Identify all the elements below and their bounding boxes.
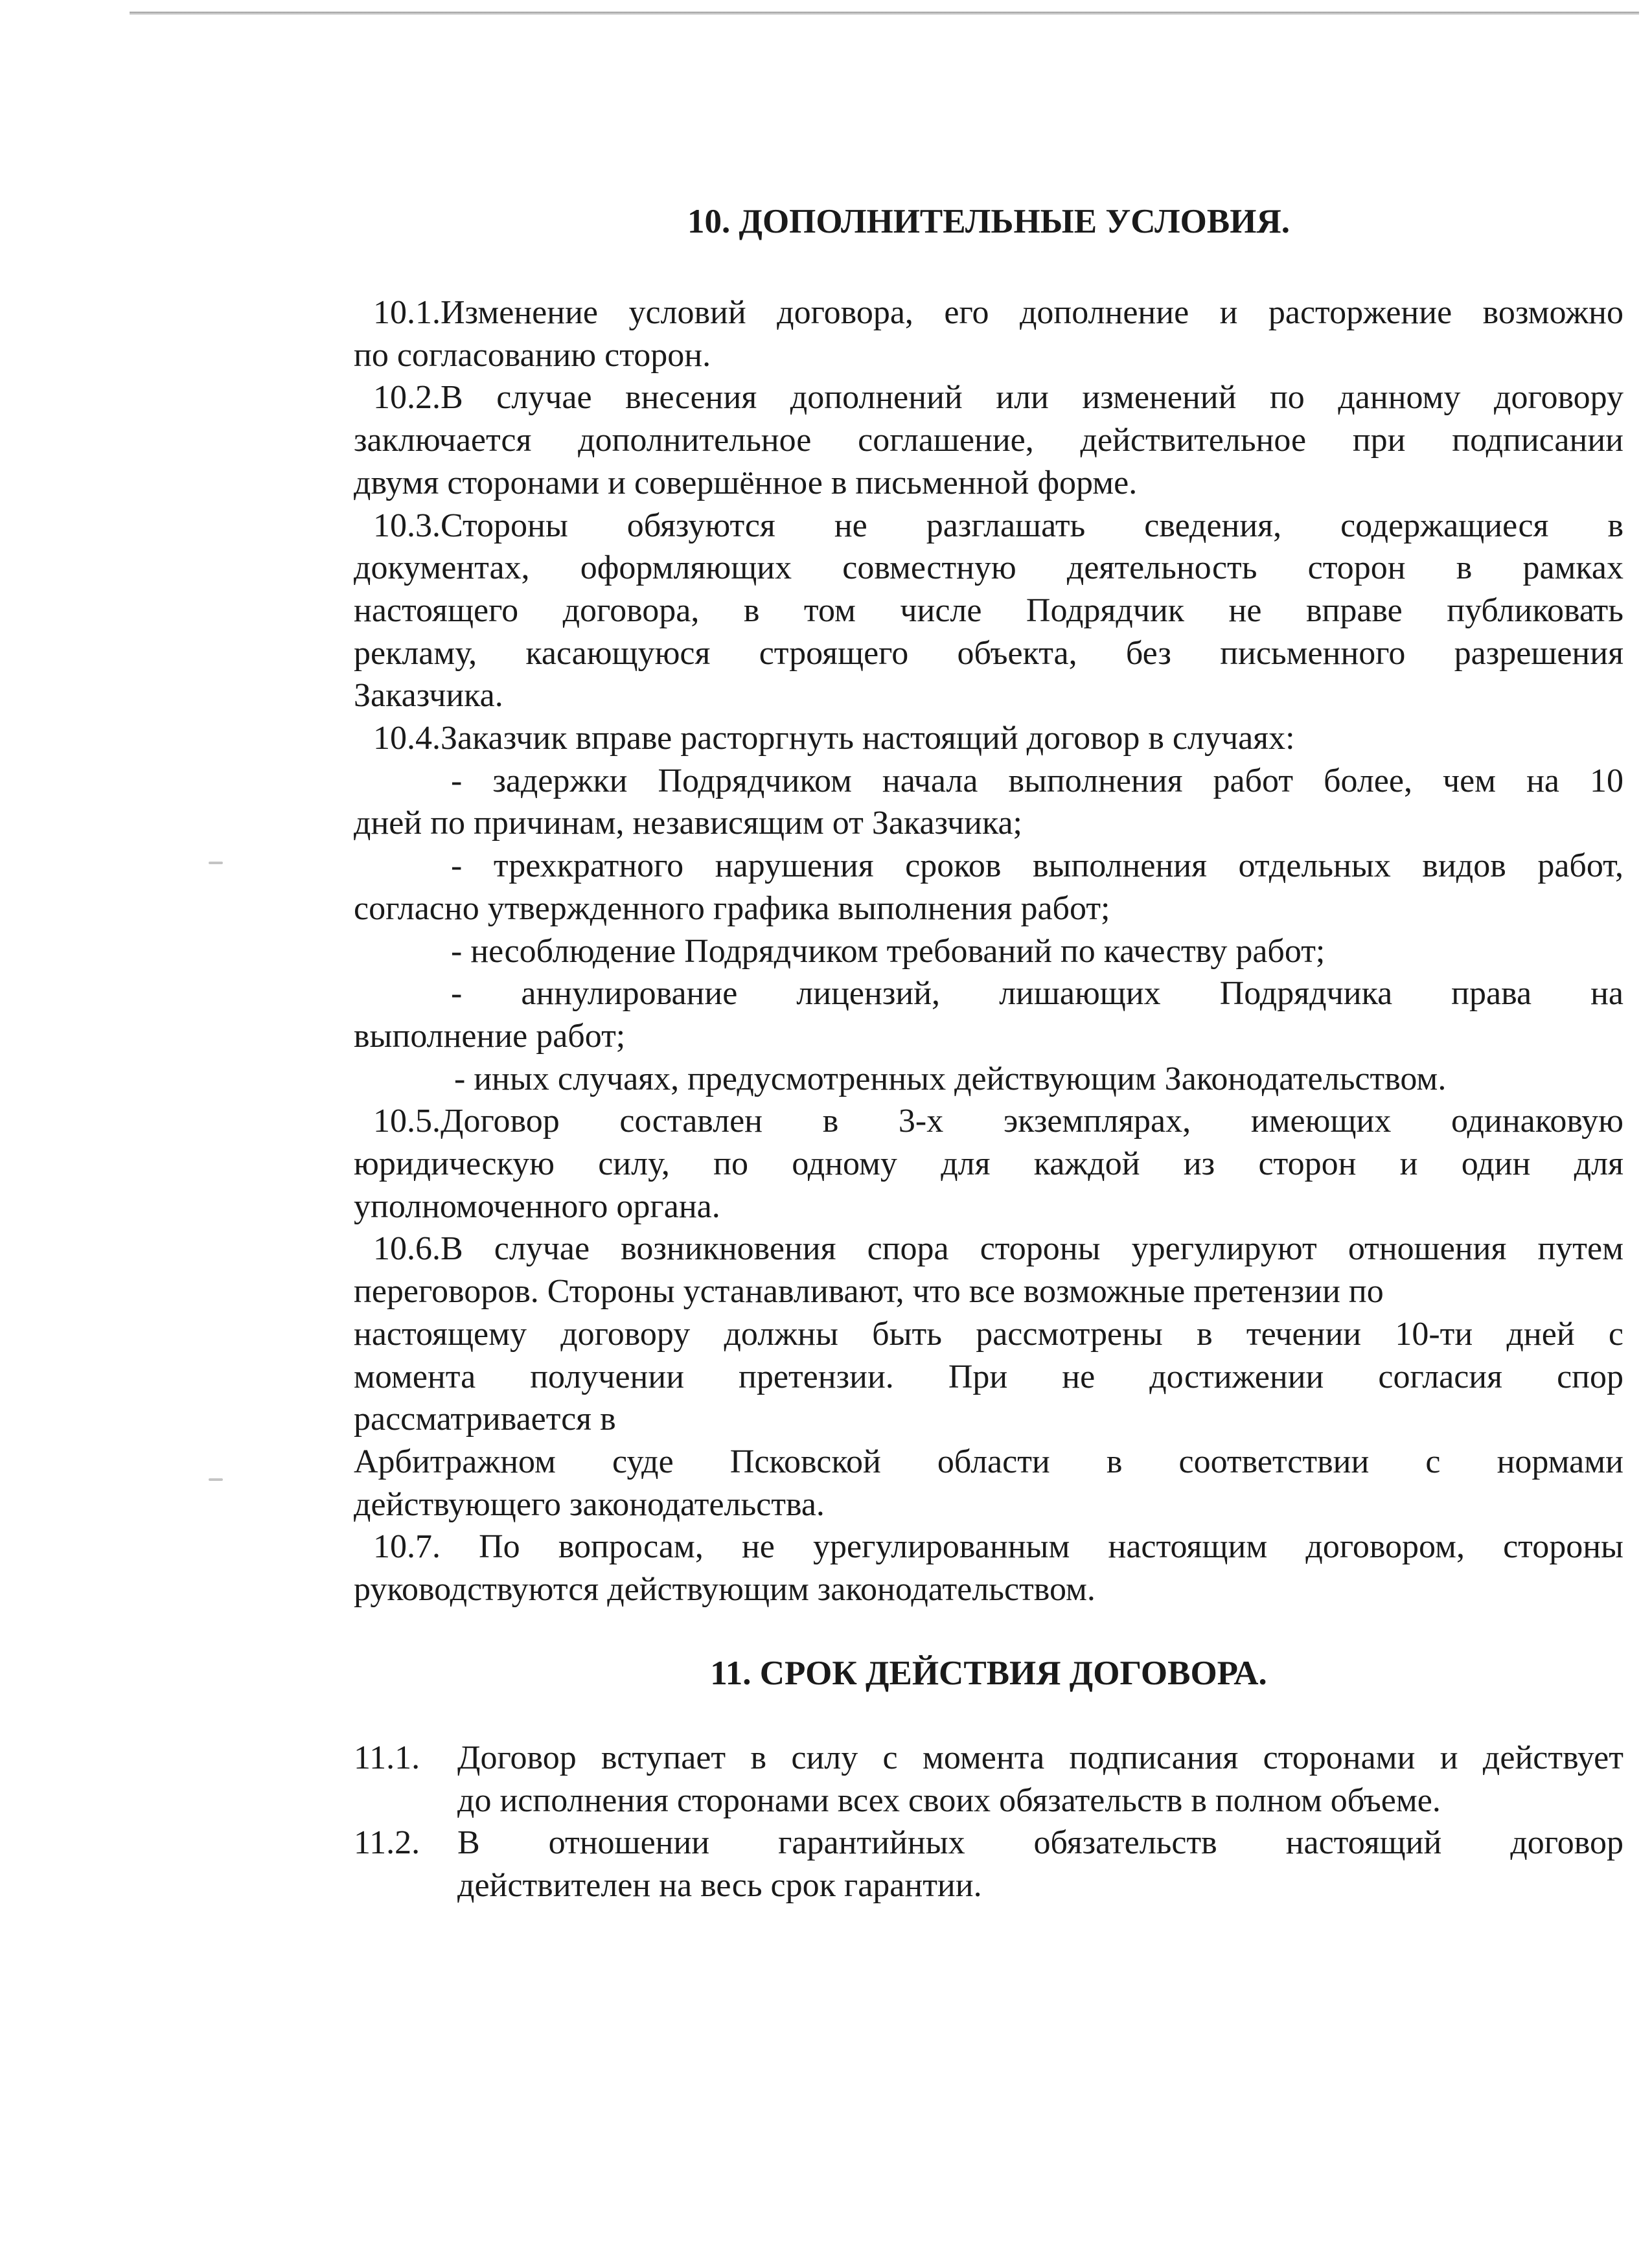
- clause-10-4-bullet: - трехкратного нарушения сроков выполнения отдельных видов работ,: [451, 847, 1623, 885]
- clause-10-1-line: 10.1.Изменение условий договора, его дополнение и расторжение возможно: [373, 294, 1623, 331]
- clause-10-4-line: 10.4.Заказчик вправе расторгнуть настоящий договор в случаях:: [373, 720, 1295, 757]
- section-10-heading: 10. ДОПОЛНИТЕЛЬНЫЕ УСЛОВИЯ.: [687, 203, 1290, 240]
- clause-10-6-line: 10.6.В случае возникновения спора стороны урегулируют отношения путем: [373, 1230, 1623, 1268]
- scan-edge: [130, 12, 1639, 15]
- clause-10-6-line: Арбитражном суде Псковской области в соответствии с нормами: [354, 1443, 1623, 1480]
- clause-10-3-line: настоящего договора, в том числе Подрядчик не вправе публиковать: [354, 591, 1623, 629]
- clause-10-3-line: рекламу, касающуюся строящего объекта, без письменного разрешения: [354, 634, 1623, 672]
- clause-10-7-line: руководствуются действующим законодательством.: [354, 1571, 1096, 1609]
- clause-10-1-line: по согласованию сторон.: [354, 336, 711, 374]
- clause-10-4-bullet: - задержки Подрядчиком начала выполнения работ более, чем на 10: [451, 762, 1623, 799]
- clause-10-2-line: двумя сторонами и совершённое в письменной форме.: [354, 464, 1138, 501]
- clause-11-2-line: действителен на весь срок гарантии.: [457, 1866, 982, 1904]
- clause-10-2-line: заключается дополнительное соглашение, действительное при подписании: [354, 422, 1623, 459]
- clause-10-4-bullet: - несоблюдение Подрядчиком требований по качеству работ;: [451, 932, 1325, 970]
- clause-10-4-bullet-cont: дней по причинам, независящим от Заказчика;: [354, 805, 1023, 842]
- clause-11-1-line: до исполнения сторонами всех своих обязательств в полном объеме.: [457, 1781, 1441, 1819]
- clause-10-6-line: настоящему договору должны быть рассмотрены в течении 10-ти дней с: [354, 1315, 1623, 1353]
- clause-10-4-bullet: - аннулирование лицензий, лишающих Подрядчика права на: [451, 975, 1623, 1013]
- section-11-heading: 11. СРОК ДЕЙСТВИЯ ДОГОВОРА.: [710, 1654, 1267, 1692]
- clause-10-7-line: 10.7. По вопросам, не урегулированным настоящим договором, стороны: [373, 1528, 1623, 1566]
- clause-11-2-line: В отношении гарантийных обязательств настоящий договор: [457, 1824, 1623, 1862]
- clause-10-4-bullet-cont: согласно утвержденного графика выполнения работ;: [354, 889, 1110, 927]
- clause-11-1: [354, 1737, 1623, 1822]
- clause-10-5-line: 10.5.Договор составлен в 3-х экземплярах, имеющих одинаковую: [373, 1103, 1623, 1140]
- clause-10-5-line: уполномоченного органа.: [354, 1187, 720, 1225]
- document-page: [354, 201, 1623, 1907]
- clause-11-2: [354, 1822, 1623, 1907]
- clause-number: 11.1.: [354, 1739, 420, 1776]
- clause-10-6-line: момента получении претензии. При не достижении согласия спор: [354, 1358, 1623, 1395]
- clause-10-5-line: юридическую силу, по одному для каждой из сторон и один для: [354, 1145, 1623, 1183]
- clause-10-2-line: 10.2.В случае внесения дополнений или изменений по данному договору: [373, 379, 1623, 417]
- clause-10-6-line: действующего законодательства.: [354, 1485, 825, 1523]
- clause-10-4-bullet-cont: выполнение работ;: [354, 1017, 626, 1055]
- clause-10-6-line: переговоров. Стороны устанавливают, что все возможные претензии по: [354, 1273, 1384, 1311]
- clause-10-4-bullet: - иных случаях, предусмотренных действующим Законодательством.: [454, 1060, 1447, 1097]
- clause-10-3-line: 10.3.Стороны обязуются не разглашать сведения, содержащиеся в: [373, 507, 1623, 544]
- clause-10-3-line: документах, оформляющих совместную деятельность сторон в рамках: [354, 549, 1623, 587]
- clause-number: 11.2.: [354, 1824, 420, 1862]
- scan-speck: [209, 1478, 223, 1481]
- clause-10-6-line: рассматривается в: [354, 1401, 616, 1438]
- clause-10-3-line: Заказчика.: [354, 677, 503, 715]
- scan-speck: [209, 862, 223, 864]
- clause-11-1-line: Договор вступает в силу с момента подписания сторонами и действует: [457, 1739, 1623, 1776]
